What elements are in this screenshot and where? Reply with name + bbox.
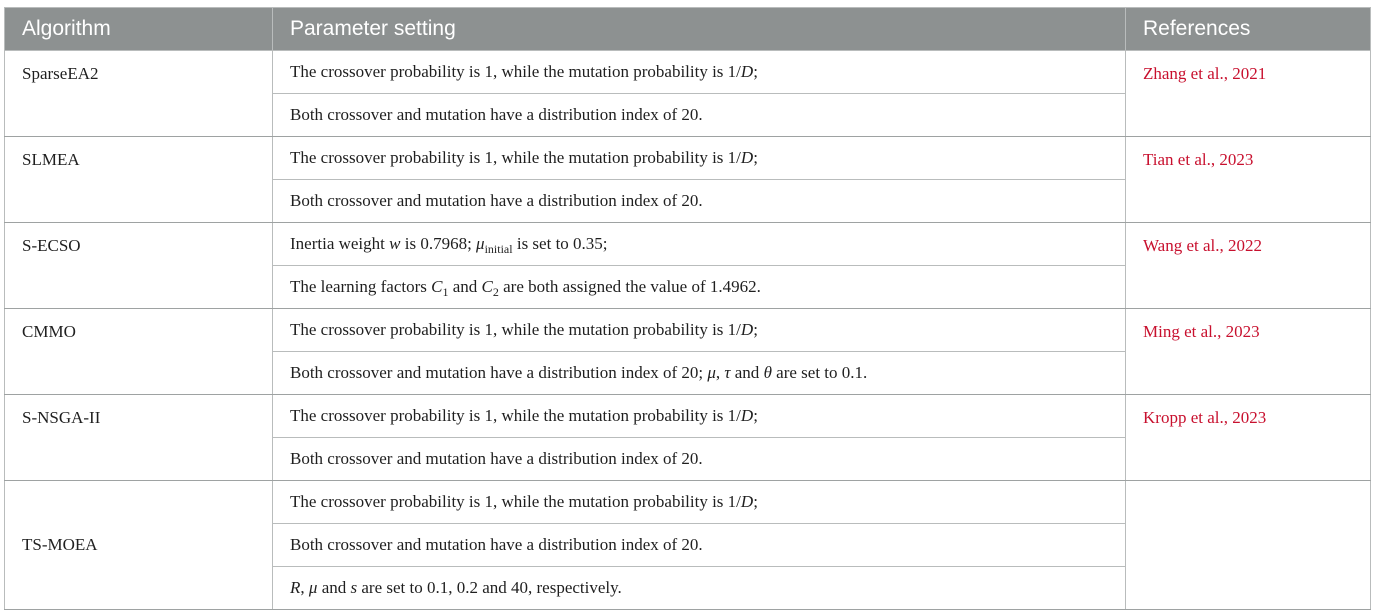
- param-text: ;: [753, 148, 758, 167]
- parameter-cell: [273, 395, 1126, 438]
- reference-link[interactable]: Zhang et al., 2021: [1126, 51, 1371, 137]
- parameter-cell: Both crossover and mutation have a distribution index of 20.: [273, 438, 1126, 481]
- algorithm-cell: S-NSGA-II: [5, 395, 273, 481]
- param-subscript: 2: [492, 285, 499, 299]
- algorithm-cell: CMMO: [5, 309, 273, 395]
- param-text: and: [730, 363, 764, 382]
- param-text: The crossover probability is 1, while the mutation probability is 1/: [290, 62, 741, 81]
- algorithm-cell: TS-MOEA: [5, 481, 273, 610]
- param-subscript: 1: [442, 285, 449, 299]
- table-row: [5, 395, 1371, 438]
- param-text: ;: [753, 492, 758, 511]
- param-text: are set to 0.1, 0.2 and 40, respectively.: [357, 578, 622, 597]
- parameter-cell: [273, 567, 1126, 610]
- param-text: The crossover probability is 1, while the mutation probability is 1/: [290, 148, 741, 167]
- parameter-cell: [273, 266, 1126, 309]
- reference-link[interactable]: Wang et al., 2022: [1126, 223, 1371, 309]
- param-var: D: [740, 406, 754, 425]
- parameter-cell: [273, 309, 1126, 352]
- header-references: References: [1126, 8, 1371, 51]
- header-row: [5, 8, 1371, 51]
- param-var: R: [290, 578, 301, 597]
- header-algorithm: Algorithm: [5, 8, 273, 51]
- param-text: are both assigned the value of 1.4962.: [498, 277, 761, 296]
- parameter-cell: Both crossover and mutation have a distribution index of 20.: [273, 524, 1126, 567]
- param-text: is set to 0.35;: [512, 234, 608, 253]
- parameter-cell: Both crossover and mutation have a distribution index of 20.: [273, 94, 1126, 137]
- param-var: D: [740, 492, 754, 511]
- table-row: [5, 137, 1371, 180]
- algorithm-cell: SLMEA: [5, 137, 273, 223]
- param-text: The learning factors: [290, 277, 432, 296]
- param-text: Inertia weight: [290, 234, 390, 253]
- param-text: The crossover probability is 1, while the mutation probability is 1/: [290, 492, 741, 511]
- algorithm-cell: SparseEA2: [5, 51, 273, 137]
- parameter-cell: [273, 51, 1126, 94]
- algorithm-cell: S-ECSO: [5, 223, 273, 309]
- param-var: μ: [308, 578, 318, 597]
- param-var: τ: [724, 363, 731, 382]
- param-text: The crossover probability is 1, while the mutation probability is 1/: [290, 406, 741, 425]
- param-var: μ: [476, 234, 485, 253]
- param-var: θ: [763, 363, 772, 382]
- param-text: and: [317, 578, 351, 597]
- table-row: [5, 309, 1371, 352]
- parameter-cell: [273, 137, 1126, 180]
- param-var: C: [481, 277, 493, 296]
- parameter-cell: [273, 481, 1126, 524]
- param-var: C: [431, 277, 443, 296]
- param-var: D: [740, 320, 754, 339]
- reference-link[interactable]: Tian et al., 2023: [1126, 137, 1371, 223]
- parameter-cell: Both crossover and mutation have a distribution index of 20.: [273, 180, 1126, 223]
- table-row: [5, 223, 1371, 266]
- reference-cell: [1126, 481, 1371, 610]
- param-text: The crossover probability is 1, while the mutation probability is 1/: [290, 320, 741, 339]
- param-text: ;: [753, 320, 758, 339]
- parameter-settings-table: [4, 7, 1371, 610]
- param-text: ;: [753, 62, 758, 81]
- reference-link[interactable]: Ming et al., 2023: [1126, 309, 1371, 395]
- param-subscript: initial: [484, 242, 513, 256]
- parameter-cell: [273, 352, 1126, 395]
- reference-link[interactable]: Kropp et al., 2023: [1126, 395, 1371, 481]
- param-var: μ: [707, 363, 716, 382]
- param-text: Both crossover and mutation have a distribution index of 20;: [290, 363, 708, 382]
- param-var: s: [350, 578, 358, 597]
- header-parameter-setting: Parameter setting: [273, 8, 1126, 51]
- param-text: ;: [753, 406, 758, 425]
- param-text: ,: [300, 578, 309, 597]
- parameter-cell: [273, 223, 1126, 266]
- param-var: D: [740, 148, 754, 167]
- table-row: [5, 481, 1371, 524]
- param-text: are set to 0.1.: [771, 363, 868, 382]
- param-var: D: [740, 62, 754, 81]
- param-var: w: [389, 234, 401, 253]
- param-text: ,: [715, 363, 725, 382]
- param-text: is 0.7968;: [400, 234, 477, 253]
- param-text: and: [448, 277, 482, 296]
- table-row: [5, 51, 1371, 94]
